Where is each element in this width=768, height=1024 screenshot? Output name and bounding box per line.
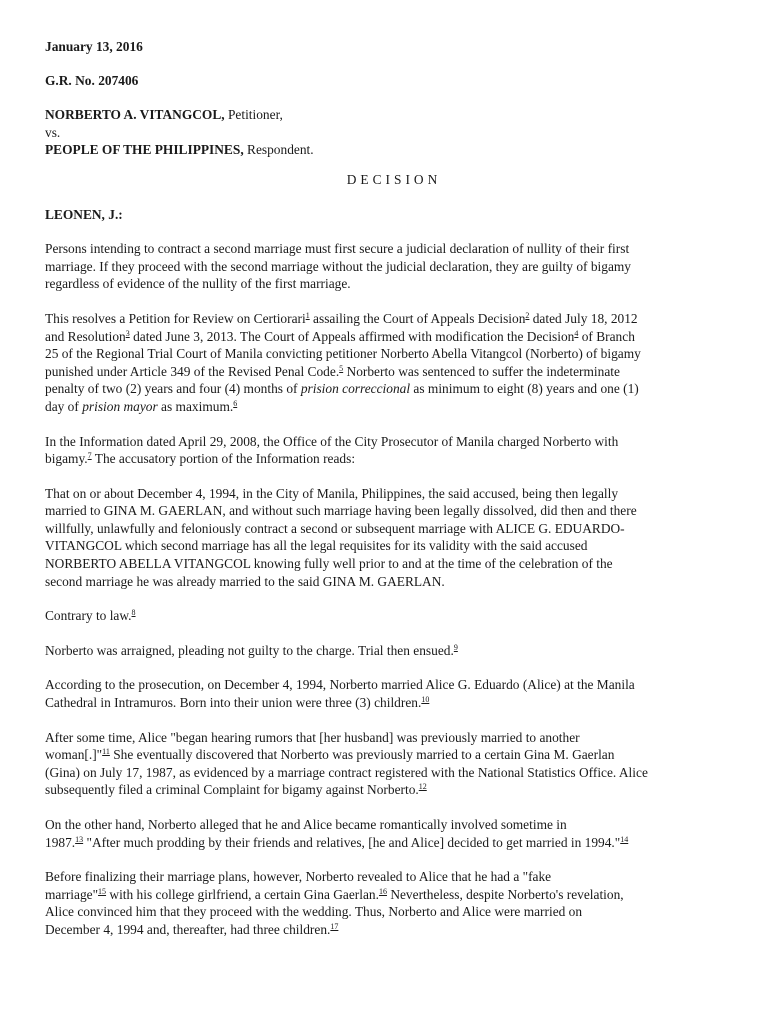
paragraph-line [45,834,735,852]
decision-date: January 13, 2016 [45,39,143,54]
paragraph-line: married to GINA M. GAERLAN, and without such marriage having been legally dissolved, did then and there [45,503,637,519]
paragraph-line: That on or about December 4, 1994, in the City of Manila, Philippines, the said accused, being then legally [45,485,619,501]
paragraph-line: In the Information dated April 29, 2008, the Office of the City Prosecutor of Manila charged Norberto with [45,433,619,449]
paragraph-line [45,642,735,660]
footnote-ref-link[interactable]: 12 [418,782,427,792]
paragraph-line [45,781,735,799]
paragraph-line: second marriage he was already married to the said GINA M. GAERLAN. [45,573,445,589]
text-run: subsequently filed a criminal Complaint for bigamy against Norberto. [45,782,419,798]
paragraph-defense [45,816,735,851]
respondent-role: Respondent. [243,142,314,158]
paragraph-line [45,921,735,939]
text-run: This resolves a Petition for Review on Certiorari [45,310,306,326]
text-run: Nevertheless, despite Norberto's revelation, [386,886,624,902]
case-parties [45,106,735,159]
text-run: "After much prodding by their friends and relatives, [he and Alice] decided to get married in 1994." [83,834,621,850]
paragraph-line: NORBERTO ABELLA VITANGCOL knowing fully well prior to and at the time of the celebration of the [45,556,613,572]
footnote-ref-link[interactable]: 17 [330,921,339,931]
footnote-ref-link[interactable]: 6 [233,398,238,408]
text-run: with his college girlfriend, a certain Gina Gaerlan. [106,886,379,902]
paragraph-fake-marriage [45,868,735,938]
text-run: punished under Article 349 of the Revised Penal Code. [45,363,340,379]
decision-document [45,38,735,956]
text-run: of Branch [578,328,635,344]
paragraph-line [45,310,735,328]
footnote-ref-link[interactable]: 3 [125,328,130,338]
footnote-ref-link[interactable]: 16 [378,886,387,896]
italic-term: prision correccional [300,381,411,397]
text-run: and Resolution [45,328,126,344]
footnote-ref-link[interactable]: 10 [421,695,430,705]
paragraph-line: regardless of evidence of the nullity of the first marriage. [45,276,351,292]
paragraph-line [45,450,735,468]
paragraph-line: On the other hand, Norberto alleged that he and Alice became romantically involved sometime in [45,817,567,832]
paragraph-contrary-to-law [45,607,735,625]
paragraph-line: According to the prosecution, on December 4, 1994, Norberto married Alice G. Eduardo (Alice) at the Manila [45,677,635,693]
text-run: as minimum to eight (8) years and one (1) [410,381,639,397]
paragraph-line: Alice convinced him that they proceed with the wedding. Thus, Norberto and Alice were married on [45,904,583,920]
paragraph-line [45,363,735,381]
respondent-name: PEOPLE OF THE PHILIPPINES, [45,142,244,158]
footnote-ref-link[interactable]: 9 [453,642,458,652]
text-run: Contrary to law. [45,608,132,624]
paragraph-rumors [45,729,735,799]
text-run: She eventually discovered that Norberto was previously married to a certain Gina M. Gaerlan [109,747,615,763]
footnote-ref-link[interactable]: 8 [131,608,136,618]
text-run: 1987. [45,834,76,850]
paragraph-line [45,886,735,904]
gr-number: G.R. No. 207406 [45,72,139,88]
paragraph-arraignment [45,642,735,660]
text-run: as maximum. [157,398,234,414]
footnote-ref-link[interactable]: 5 [339,363,344,373]
text-run: dated June 3, 2013. The Court of Appeals affirmed with modification the Decision [129,328,575,344]
paragraph-information [45,433,735,468]
footnote-ref-link[interactable]: 15 [98,886,107,896]
paragraph-line: marriage. If they proceed with the second marriage without the judicial declaration, they are guilty of bigamy [45,258,631,274]
paragraph-line [45,398,735,416]
petitioner-name: NORBERTO A. VITANGCOL, [45,107,225,123]
paragraph-line: willfully, unlawfully and feloniously contract a second or subsequent marriage with ALICE G. EDUARDO- [45,520,625,536]
text-run: Cathedral in Intramuros. Born into their union were three (3) children. [45,695,422,711]
footnote-ref-link[interactable]: 7 [87,451,92,461]
footnote-ref-link[interactable]: 4 [574,328,579,338]
footnote-ref-link[interactable]: 13 [75,834,84,844]
paragraph-line [45,694,735,712]
paragraph-line: Persons intending to contract a second marriage must first secure a judicial declaration of nullity of their first [45,241,630,257]
paragraph-petition [45,310,735,416]
text-run: penalty of two (2) years and four (4) months of [45,381,301,397]
text-run: woman[.]" [45,747,103,763]
ponente: LEONEN, J.: [45,206,123,222]
text-run: assailing the Court of Appeals Decision [309,310,526,326]
text-run: December 4, 1994 and, thereafter, had three children. [45,921,331,937]
petitioner-line [45,106,735,124]
paragraph-accusatory-portion [45,485,735,591]
footnote-ref-link[interactable]: 14 [620,834,629,844]
paragraph-line: After some time, Alice "began hearing rumors that [her husband] was previously married to another [45,729,580,745]
text-run: The accusatory portion of the Information reads: [91,451,356,467]
text-run: Norberto was arraigned, pleading not guilty to the charge. Trial then ensued. [45,642,454,658]
footnote-ref-link[interactable]: 1 [305,310,310,320]
decision-title: DECISION [346,171,442,187]
paragraph-line: 25 of the Regional Trial Court of Manila convicting petitioner Norberto Abella Vitangcol (Norberto) of bigamy [45,346,641,362]
footnote-ref-link[interactable]: 11 [102,747,110,757]
paragraph-intro [45,240,735,293]
paragraph-line [45,328,735,346]
paragraph-line [45,380,735,398]
paragraph-line [45,746,735,764]
paragraph-line: VITANGCOL which second marriage has all the legal requisites for its validity with the said accused [45,538,588,554]
petitioner-role: Petitioner, [224,107,283,123]
text-run: marriage" [45,886,99,902]
paragraph-line: Before finalizing their marriage plans, however, Norberto revealed to Alice that he had a "fake [45,869,552,885]
paragraph-line [45,607,735,625]
italic-term: prision mayor [82,398,158,414]
paragraph-prosecution [45,676,735,711]
footnote-ref-link[interactable]: 2 [525,310,530,320]
text-run: bigamy. [45,451,88,467]
respondent-line [45,141,735,159]
text-run: day of [45,398,83,414]
text-run: Norberto was sentenced to suffer the indeterminate [343,363,620,379]
text-run: dated July 18, 2012 [529,310,638,326]
versus-line: vs. [45,124,61,140]
paragraph-line: (Gina) on July 17, 1987, as evidenced by a marriage contract registered with the National Statistics Office. Alice [45,764,648,780]
